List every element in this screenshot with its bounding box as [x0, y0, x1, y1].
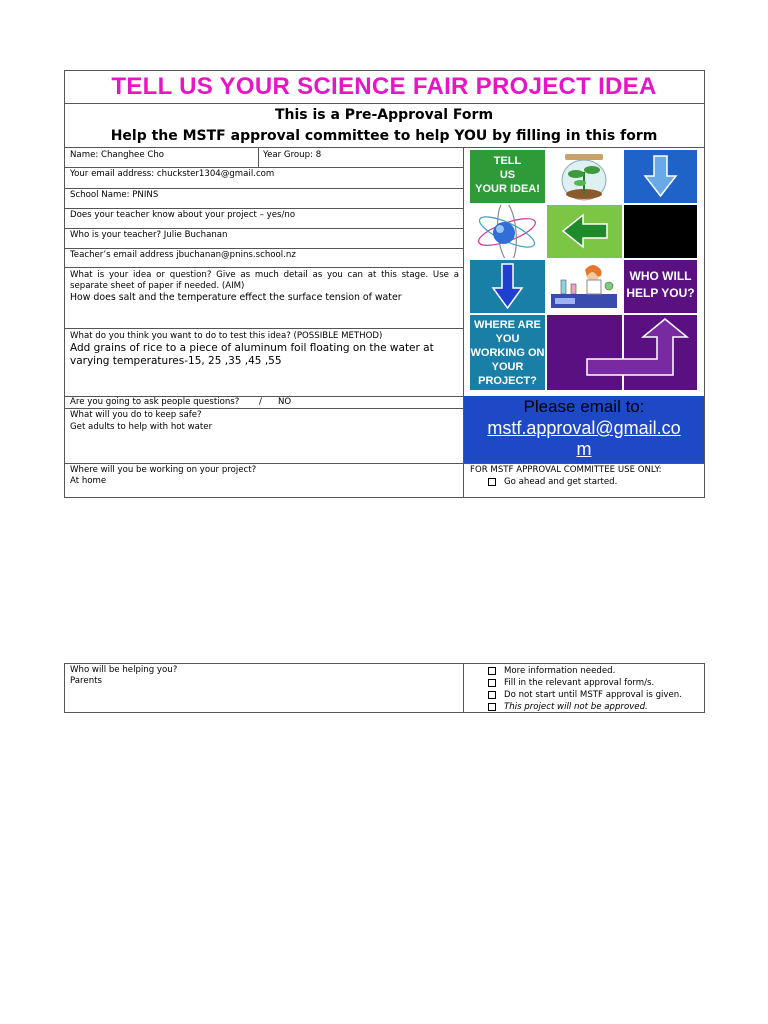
committee-option [488, 665, 615, 677]
option-go-ahead: Go ahead and get started. [504, 477, 618, 487]
committee-option [488, 689, 682, 701]
ask-people-question: Are you going to ask people questions? [70, 397, 240, 407]
where-question: Where will you be working on your project? [70, 465, 257, 475]
who-will-help-line-2: HELP YOU? [626, 286, 695, 300]
teacher-field: Who is your teacher? Julie Buchanan [70, 230, 228, 240]
method-answer: Add grains of rice to a piece of aluminum foil floating on the water at varying temperatures-15, 25 ,35 ,45 ,55 [70, 342, 434, 367]
checkbox[interactable] [488, 703, 496, 711]
safe-answer: Get adults to help with hot water [70, 422, 213, 432]
email-label: Please email to: [523, 397, 645, 416]
who-will-help-line-1: WHO WILL [629, 269, 692, 283]
ask-people-answer: NO [278, 397, 292, 407]
where-working-line-2: YOU [495, 333, 520, 345]
divider [64, 328, 463, 329]
where-working-line-1: WHERE ARE [474, 319, 541, 331]
name-field: Name: Changhee Cho [70, 150, 165, 160]
teacher-email-field: Teacher’s email address jbuchanan@pnins.school.nz [70, 250, 296, 260]
checkbox[interactable] [488, 691, 496, 699]
teacher-knows-field: Does your teacher know about your project – yes/no [70, 210, 296, 220]
checkbox[interactable] [488, 478, 496, 486]
divider [64, 228, 463, 229]
divider [64, 248, 463, 249]
checkbox[interactable] [488, 679, 496, 687]
ask-people-slash: / [259, 397, 262, 407]
safe-question: What will you do to keep safe? [70, 410, 202, 420]
school-field: School Name: PNINS [70, 190, 159, 200]
divider [64, 208, 463, 209]
form-title: TELL US YOUR SCIENCE FAIR PROJECT IDEA [111, 73, 657, 100]
column-divider [463, 663, 464, 713]
email-address-line-2[interactable]: m [576, 439, 592, 459]
tell-us-line-2: US [499, 169, 516, 181]
option-more-info: More information needed. [504, 666, 616, 676]
option-not-approved: This project will not be approved. [504, 702, 648, 712]
where-working-line-5: PROJECT? [478, 375, 537, 387]
committee-heading: FOR MSTF APPROVAL COMMITTEE USE ONLY: [470, 465, 662, 475]
divider [64, 408, 463, 409]
idea-answer: How does salt and the temperature effect the surface tension of water [70, 292, 402, 303]
tell-us-line-3: YOUR IDEA! [475, 183, 540, 195]
divider [64, 463, 705, 464]
committee-option [488, 476, 617, 488]
divider [64, 188, 463, 189]
form-subtitle: This is a Pre-Approval Form [274, 107, 494, 123]
tell-us-line-1: TELL [493, 155, 522, 167]
email-box [464, 396, 704, 463]
name-year-divider [258, 147, 259, 167]
divider [64, 267, 463, 268]
year-group-field: Year Group: 8 [263, 150, 322, 160]
where-working-line-4: YOUR [491, 361, 524, 373]
bent-arrow-icon [469, 149, 698, 391]
option-fill-form: Fill in the relevant approval form/s. [504, 678, 655, 688]
divider [64, 167, 463, 168]
helping-question: Who will be helping you? [70, 665, 178, 675]
helping-answer: Parents [70, 676, 102, 686]
idea-question: What is your idea or question? Give as much detail as you can at this stage. Use a separate sheet of paper if needed. (AIM) [70, 270, 459, 291]
where-answer: At home [70, 476, 107, 486]
checkbox[interactable] [488, 667, 496, 675]
divider [64, 103, 705, 104]
method-question: What do you think you want to do to test this idea? (POSSIBLE METHOD) [70, 331, 383, 341]
email-field: Your email address: chuckster1304@gmail.com [70, 169, 275, 179]
committee-option [488, 677, 654, 689]
divider [64, 147, 705, 148]
project-graphic [469, 149, 698, 391]
option-do-not-start: Do not start until MSTF approval is given. [504, 690, 682, 700]
email-address-line-1[interactable]: mstf.approval@gmail.co [487, 418, 681, 438]
committee-option [488, 701, 648, 713]
where-working-line-3: WORKING ON [470, 347, 545, 359]
form-instruction: Help the MSTF approval committee to help YOU by filling in this form [110, 128, 658, 144]
